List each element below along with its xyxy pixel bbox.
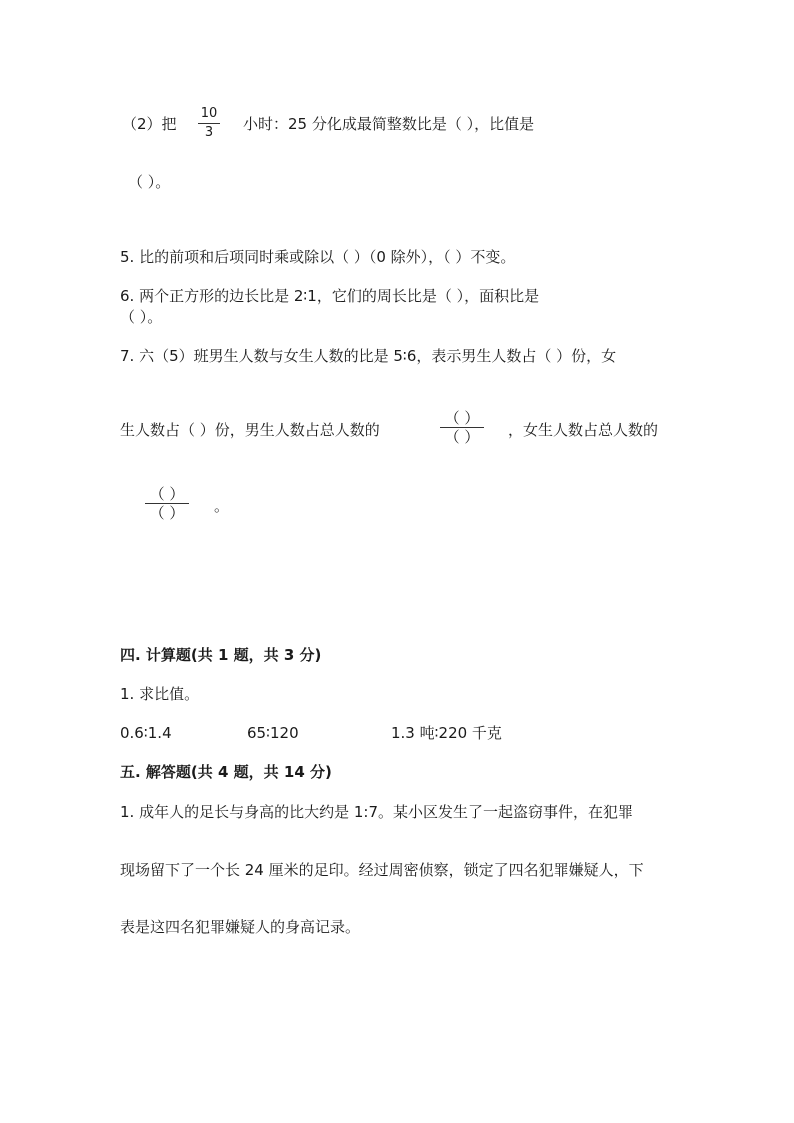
calc-item-2: 65∶120 (247, 724, 299, 742)
q7-fraction-numerator: （ ） (444, 409, 480, 427)
section4-title: 四. 计算题(共 1 题，共 3 分) (120, 646, 322, 664)
section5-q1-line1: 1. 成年人的足长与身高的比大约是 1:7。某小区发生了一起盗窃事件，在犯罪 (120, 803, 633, 821)
q7-line1: 7. 六（5）班男生人数与女生人数的比是 5∶6，表示男生人数占（ ）份，女 (120, 347, 617, 365)
q7-line2a: 生人数占（ ）份，男生人数占总人数的 (120, 421, 380, 439)
q7-fraction-denominator: （ ） (149, 504, 185, 522)
q2-fraction-denominator: 3 (204, 125, 214, 140)
q5-text: 5. 比的前项和后项同时乘或除以（ ）（0 除外），（ ）不变。 (120, 248, 516, 266)
q2-fraction-numerator: 10 (200, 106, 218, 121)
q7-fraction-denominator: （ ） (444, 428, 480, 446)
calc-item-3: 1.3 吨∶220 千克 (391, 724, 502, 742)
q7-fraction-numerator: （ ） (149, 485, 185, 503)
calc-item-1: 0.6∶1.4 (120, 724, 172, 742)
q7-end: 。 (214, 497, 230, 515)
q7-fraction-male (440, 410, 484, 445)
q2-prefix: （2）把 (122, 115, 177, 133)
q7-line2b: ，女生人数占总人数的 (508, 421, 659, 439)
section4-q1: 1. 求比值。 (120, 685, 200, 703)
fraction-bar (198, 123, 220, 124)
section5-q1-line3: 表是这四名犯罪嫌疑人的身高记录。 (120, 918, 361, 936)
section5-title: 五. 解答题(共 4 题，共 14 分) (120, 763, 332, 781)
q2-fraction (198, 106, 220, 141)
q6-line1: 6. 两个正方形的边长比是 2∶1，它们的周长比是（ ），面积比是 (120, 287, 540, 305)
q7-fraction-female (145, 486, 189, 521)
section5-q1-line2: 现场留下了一个长 24 厘米的足印。经过周密侦察，锁定了四名犯罪嫌疑人，下 (120, 861, 644, 879)
q6-line2: （ ）。 (120, 308, 163, 326)
q2-suffix: 小时：25 分化成最简整数比是（ ），比值是 (243, 115, 535, 133)
q2-line2: （ ）。 (128, 173, 171, 191)
